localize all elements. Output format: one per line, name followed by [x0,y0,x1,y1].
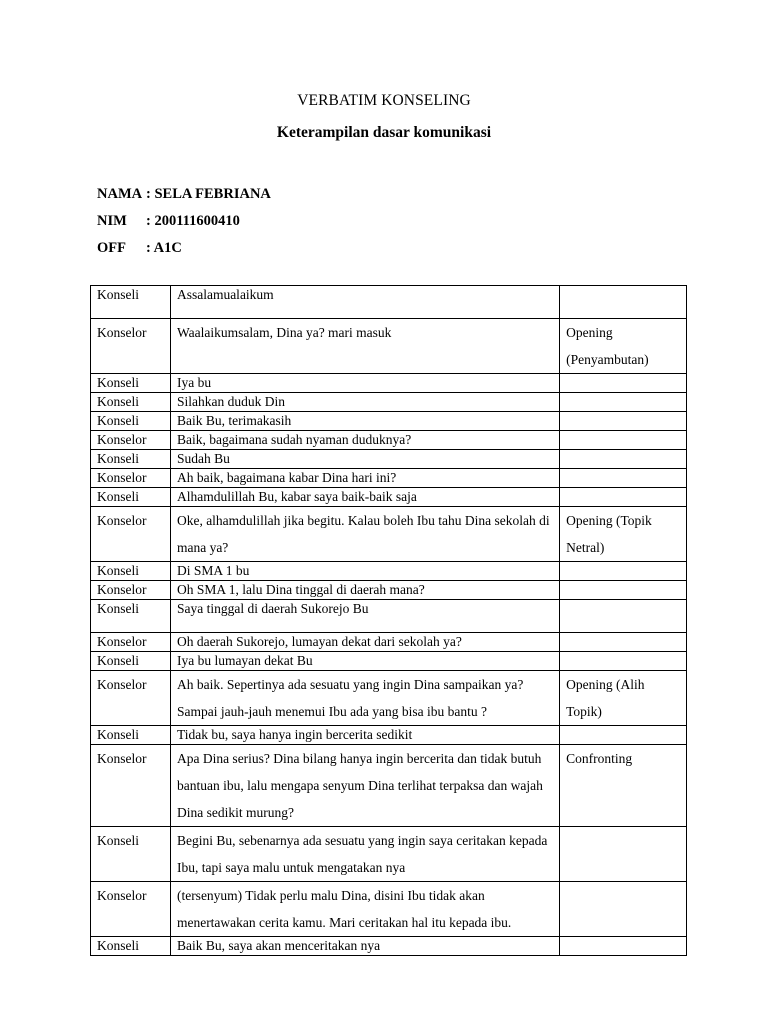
table-row [91,652,687,671]
utterance-cell: Oke, alhamdulillah jika begitu. Kalau boleh Ibu tahu Dina sekolah di mana ya? [170,507,559,562]
technique-cell [560,827,687,882]
technique-cell: Opening (Topik Netral) [560,507,687,562]
table-row [91,488,687,507]
technique-cell [560,412,687,431]
speaker-cell: Konseli [91,412,171,431]
technique-cell [560,393,687,412]
info-nim [97,213,240,230]
speaker-cell: Konseli [91,600,171,633]
utterance-cell: Apa Dina serius? Dina bilang hanya ingin bercerita dan tidak butuh bantuan ibu, lalu mengapa senyum Dina terlihat terpaksa dan wajah Dina sedikit murung? [170,745,559,827]
technique-cell [560,633,687,652]
utterance-cell: Ah baik. Sepertinya ada sesuatu yang ingin Dina sampaikan ya? Sampai jauh-jauh menemui Ibu ada yang bisa ibu bantu ? [170,671,559,726]
info-name [97,186,271,203]
technique-cell [560,581,687,600]
technique-cell: Opening (Alih Topik) [560,671,687,726]
technique-cell [560,652,687,671]
technique-cell [560,488,687,507]
utterance-cell: Iya bu [170,374,559,393]
speaker-cell: Konselor [91,745,171,827]
table-row [91,726,687,745]
table-row [91,286,687,319]
utterance-cell: Sudah Bu [170,450,559,469]
table-row [91,882,687,937]
technique-cell [560,431,687,450]
utterance-cell: Begini Bu, sebenarnya ada sesuatu yang ingin saya ceritakan kepada Ibu, tapi saya malu untuk mengatakan nya [170,827,559,882]
utterance-cell: Saya tinggal di daerah Sukorejo Bu [170,600,559,633]
verbatim-table [90,285,687,956]
table-row [91,412,687,431]
table-row [91,562,687,581]
speaker-cell: Konseli [91,286,171,319]
info-label: OFF [97,240,126,256]
info-off [97,240,182,257]
utterance-cell: (tersenyum) Tidak perlu malu Dina, disini Ibu tidak akan menertawakan cerita kamu. Mari ceritakan hal itu kepada ibu. [170,882,559,937]
table-row [91,393,687,412]
technique-cell [560,374,687,393]
speaker-cell: Konseli [91,937,171,956]
document-subtitle: Keterampilan dasar komunikasi [276,124,492,141]
speaker-cell: Konseli [91,393,171,412]
utterance-cell: Tidak bu, saya hanya ingin bercerita sedikit [170,726,559,745]
info-label: NAMA [97,186,143,202]
technique-cell [560,286,687,319]
table-row [91,469,687,488]
speaker-cell: Konseli [91,726,171,745]
info-label: NIM [97,213,127,229]
speaker-cell: Konseli [91,488,171,507]
technique-cell: Opening (Penyambutan) [560,319,687,374]
utterance-cell: Assalamualaikum [170,286,559,319]
speaker-cell: Konseli [91,652,171,671]
speaker-cell: Konseli [91,827,171,882]
utterance-cell: Waalaikumsalam, Dina ya? mari masuk [170,319,559,374]
utterance-cell: Baik Bu, saya akan menceritakan nya [170,937,559,956]
table-row [91,450,687,469]
table-row [91,827,687,882]
technique-cell [560,450,687,469]
utterance-cell: Silahkan duduk Din [170,393,559,412]
speaker-cell: Konselor [91,633,171,652]
speaker-cell: Konselor [91,319,171,374]
info-value: : 200111600410 [146,213,240,229]
technique-cell [560,937,687,956]
info-value: : A1C [146,240,182,256]
utterance-cell: Baik Bu, terimakasih [170,412,559,431]
speaker-cell: Konselor [91,581,171,600]
utterance-cell: Ah baik, bagaimana kabar Dina hari ini? [170,469,559,488]
speaker-cell: Konselor [91,882,171,937]
utterance-cell: Oh SMA 1, lalu Dina tinggal di daerah mana? [170,581,559,600]
utterance-cell: Di SMA 1 bu [170,562,559,581]
table-row [91,431,687,450]
table-row [91,581,687,600]
table-row [91,937,687,956]
speaker-cell: Konselor [91,431,171,450]
table-row [91,600,687,633]
table-row [91,671,687,726]
table-row [91,319,687,374]
utterance-cell: Oh daerah Sukorejo, lumayan dekat dari sekolah ya? [170,633,559,652]
table-row [91,507,687,562]
technique-cell [560,600,687,633]
utterance-cell: Iya bu lumayan dekat Bu [170,652,559,671]
technique-cell [560,882,687,937]
speaker-cell: Konseli [91,450,171,469]
speaker-cell: Konselor [91,469,171,488]
technique-cell [560,562,687,581]
table-row [91,745,687,827]
speaker-cell: Konseli [91,562,171,581]
utterance-cell: Baik, bagaimana sudah nyaman duduknya? [170,431,559,450]
table-row [91,633,687,652]
speaker-cell: Konseli [91,374,171,393]
info-value: : SELA FEBRIANA [146,186,271,202]
technique-cell [560,469,687,488]
technique-cell: Confronting [560,745,687,827]
table-row [91,374,687,393]
document-title: VERBATIM KONSELING [297,92,471,109]
technique-cell [560,726,687,745]
utterance-cell: Alhamdulillah Bu, kabar saya baik-baik saja [170,488,559,507]
speaker-cell: Konselor [91,671,171,726]
speaker-cell: Konselor [91,507,171,562]
